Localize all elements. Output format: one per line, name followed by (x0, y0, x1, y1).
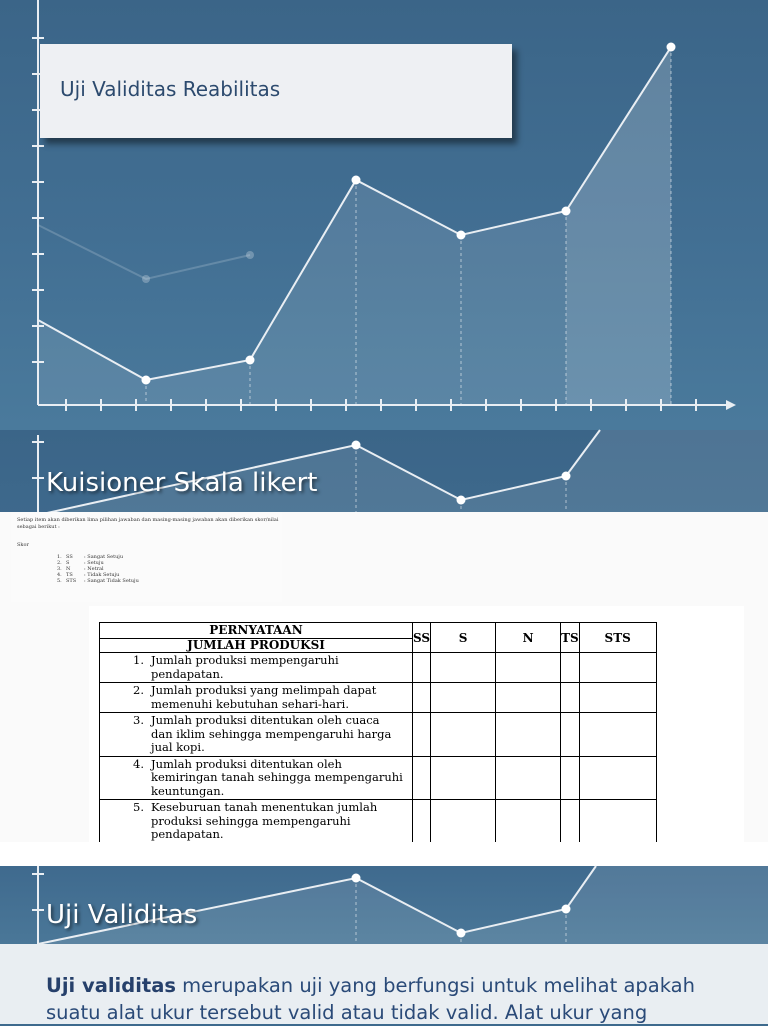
column-header-sts: STS (579, 623, 656, 653)
slide-title-box (40, 44, 512, 138)
legend-intro: Setiap item akan diberikan lima pilihan jawaban dan masing-masing jawaban akan diberikan skor/nilai sebagai berikut : (17, 517, 279, 530)
legend-item: 2. S : Setuju (57, 560, 104, 566)
table-row: 5. Keseburuan tanah menentukan jumlah produksi sehingga mempengaruhi pendapatan. (100, 800, 657, 844)
slide-3 (0, 842, 768, 866)
statement-header: PERNYATAAN JUMLAH PRODUKSI (100, 623, 413, 653)
legend-list (57, 554, 139, 584)
questionnaire-table (99, 622, 657, 860)
table-header-row (100, 623, 657, 653)
legend-item: 4. TS : Tidak Setuju (57, 572, 120, 578)
slide-3-title: Uji Validitas (46, 900, 198, 930)
legend-item: 1. SS : Sangat Setuju (57, 554, 124, 560)
table-row: 2. Jumlah produksi yang melimpah dapat memenuhi kebutuhan sehari-hari. (100, 683, 657, 713)
table-row: 1. Jumlah produksi mempengaruhi pendapatan. (100, 653, 657, 683)
questionnaire-table-image (89, 606, 744, 844)
slide-3-body (0, 866, 768, 1024)
likert-scale-legend (11, 512, 282, 602)
slide-1-title: Uji Validitas Reabilitas (60, 77, 281, 101)
column-header-s: S (431, 623, 496, 653)
slide-3-header (0, 866, 768, 944)
table-row: 3. Jumlah produksi ditentukan oleh cuaca dan iklim sehingga mempengaruhi harga jual kopi. (100, 713, 657, 757)
slide-3-paragraph: Uji validitas merupakan uji yang berfungsi untuk melihat apakah suatu alat ukur tersebut valid atau tidak valid. Alat ukur yang (46, 974, 695, 1024)
slide-1 (0, 0, 768, 430)
table-row: 4. Jumlah produksi ditentukan oleh kemiringan tanah sehingga mempengaruhi keuntungan. (100, 756, 657, 800)
column-header-ts: TS (561, 623, 580, 653)
slide-2-title: Kuisioner Skala likert (46, 468, 318, 498)
column-header-ss: SS (413, 623, 431, 653)
column-header-n: N (496, 623, 561, 653)
legend-skor-label: Skor (17, 542, 29, 548)
legend-item: 3. N : Netral (57, 566, 104, 572)
legend-item: 5. STS : Sangat Tidak Setuju (57, 578, 139, 584)
